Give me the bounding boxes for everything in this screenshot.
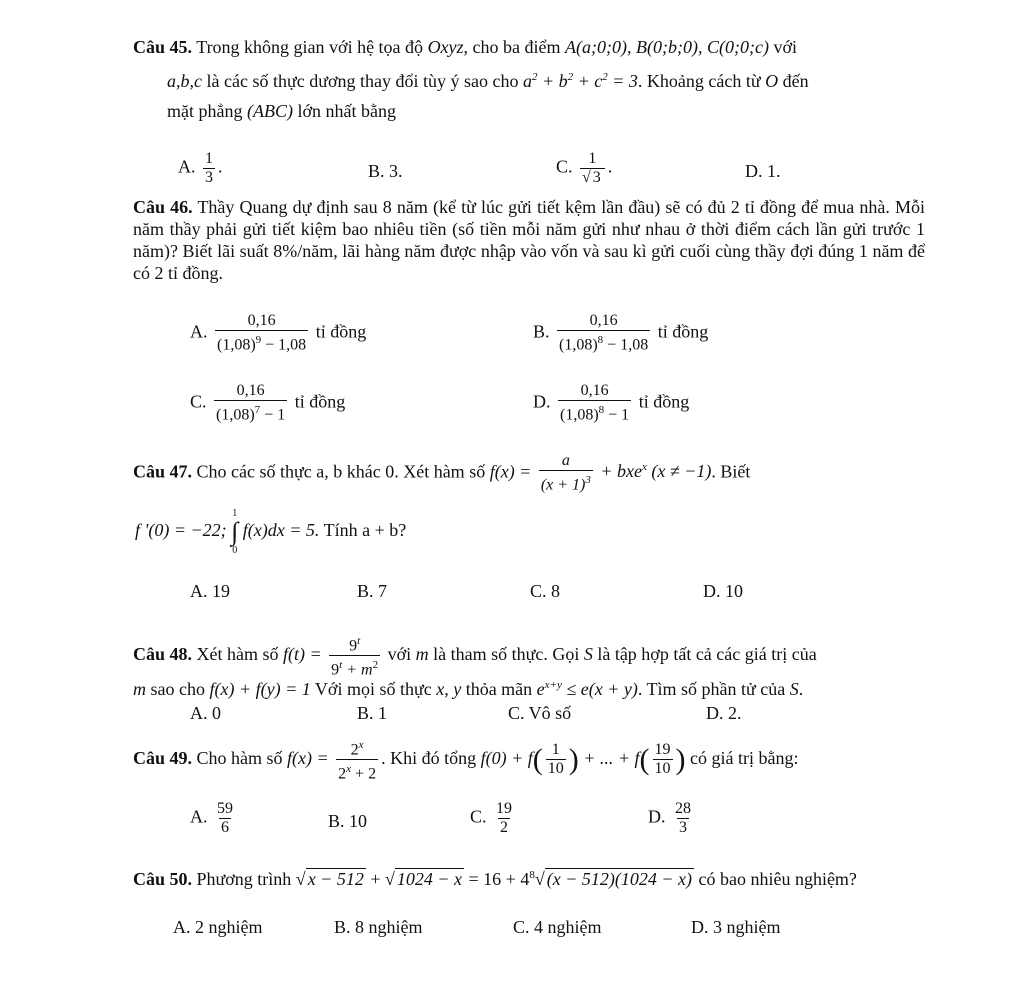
question-48-line2: m sao cho f(x) + f(y) = 1 Với mọi số thực x, y thỏa mãn $e^{x+y} \le e(x + y)$. Tìm số phần tử của S. [133,679,804,699]
q46-option-c[interactable]: C. $\frac{0,16}{(1,08)^7 - 1}$ tỉ đồng [190,382,346,424]
question-50: Câu 50. Phương trình √ x − 512 + √ $1024 - x = 16 + 4^8√$ (x − 512)(1024 − x) có bao nhiêu nghiệm? [133,869,857,889]
question-label: Câu 45. [133,37,193,57]
q48-option-d[interactable]: D. 2. [706,703,742,723]
question-47: Câu 47. Cho các số thực a, b khác 0. Xét hàm số f(x) = $\frac{a}{(x + 1)^3}$ + bxe$^x$ (x ≠ −1). Biết [133,452,751,494]
q46-option-a[interactable]: A. $\frac{0,16}{(1,08)^9 - 1,08}$ tỉ đồng [190,312,367,354]
question-text: với [773,37,797,57]
question-text: , cho ba điểm [463,37,561,57]
question-48: Câu 48. Xét hàm số f(t) = $\frac{9^t}{9^t + m^2}$ với m là tham số thực. Gọi S là tập hợp tất cả các giá trị của [133,632,817,680]
q46-option-d[interactable]: D. $\frac{0,16}{(1,08)^8 - 1}$ tỉ đồng [533,382,690,424]
q48-option-b[interactable]: B. 1 [357,703,388,723]
question-label: Câu 47. [133,461,193,482]
q48-option-c[interactable]: C. Vô số [508,703,572,723]
question-label: Câu 49. [133,747,193,768]
fraction: $\frac{2^x}{2^x + 2}$ [338,739,377,783]
q49-option-d[interactable]: D. $\frac{28}{3}$ [648,800,691,836]
q47-option-a[interactable]: A. 19 [190,581,230,601]
q49-option-c[interactable]: C. $\frac{19}{2}$ [470,800,513,836]
fraction: $\frac{1}{√ 3}$ [580,150,605,187]
q47-option-b[interactable]: B. 7 [357,581,388,601]
fraction: $\frac{1}{3}$ [205,150,213,186]
q45-option-d[interactable]: D. 1. [745,161,781,181]
question-text: Thầy Quang dự định sau 8 năm (kể từ lúc gửi tiết kệm lần đầu) sẽ có đủ 2 tỉ đồng để mua nhà. Mỗi năm thầy phải gửi tiết kiệm bao nhiêu tiền (số tiền mỗi năm gửi như nhau ở thời điểm cách lần gửi trước 1 năm)? Biết lãi suất 8%/năm, lãi hàng năm được nhập vào vốn và sau kì gửi cuối cùng thầy đợi đúng 1 năm để có 2 tỉ đồng. [133,197,925,283]
q46-option-b[interactable]: B. $\frac{0,16}{(1,08)^8 - 1,08}$ tỉ đồng [533,312,709,354]
math-condition: $a^2 + b^2 + c^2 = 3$ [522,71,638,91]
math-plane: (ABC) [246,101,293,121]
question-label: Câu 46. [133,197,193,217]
fraction: $\frac{0,16}{(1,08)^9 - 1,08}$ [217,312,307,354]
question-45 [133,36,925,122]
q50-option-b[interactable]: B. 8 nghiệm [334,917,423,937]
integral: 1 ∫ 0 [231,508,239,556]
q48-option-a[interactable]: A. 0 [190,703,221,723]
fraction: $\frac{9^t}{9^t + m^2}$ [331,635,379,679]
q49-option-a[interactable]: A. $\frac{59}{6}$ [190,800,233,836]
question-label: Câu 50. [133,869,193,889]
q50-option-c[interactable]: C. 4 nghiệm [513,917,602,937]
q47-option-c[interactable]: C. 8 [530,581,561,601]
math-points: A(a;0;0), B(0;b;0), C(0;0;c) [565,37,769,57]
math-oxyz: Oxyz [427,37,464,57]
fraction: $\frac{0,16}{(1,08)^7 - 1}$ [216,382,286,424]
fraction: $\frac{59}{6}$ [217,800,233,836]
fraction: $\frac{a}{(x + 1)^3}$ [540,452,591,494]
question-label: Câu 48. [133,643,193,664]
question-47-given: f '(0) = −22; 1 ∫ 0 f(x)dx = 5. Tính a + b? [135,508,407,556]
math-o: O [765,71,779,91]
q45-option-c[interactable]: C. $\frac{1}{√ 3}$ . [556,150,613,186]
question-46 [133,196,925,284]
fraction: $\frac{1}{10}$ [547,741,564,778]
q50-option-a[interactable]: A. 2 nghiệm [173,917,263,937]
fraction: $\frac{28}{3}$ [675,800,691,836]
question-text: mặt phẳng [167,101,243,121]
fraction: $\frac{19}{10}$ [654,741,671,778]
q47-option-d[interactable]: D. 10 [703,581,743,601]
q45-option-b[interactable]: B. 3. [368,161,403,181]
q50-option-d[interactable]: D. 3 nghiệm [691,917,781,937]
math-abc: a,b,c [167,71,202,91]
question-49: Câu 49. Cho hàm số f(x) = $\frac{2^x}{2^x + 2}$ . Khi đó tổng f(0) + f( $\frac{1}{10}$ ) + ... + f( $\frac{19}{10}$ ) có giá trị bằng: [133,736,799,784]
question-text: đến [782,71,809,91]
fraction: $\frac{19}{2}$ [496,800,513,836]
question-text: . Khoảng cách từ [637,71,761,91]
question-text: lớn nhất bằng [297,101,396,121]
question-text: Trong không gian với hệ tọa độ [196,37,424,57]
question-text: là các số thực dương thay đổi tùy ý sao cho [206,71,519,91]
q45-option-a[interactable]: A. $\frac{1}{3}$ . [178,150,223,186]
q49-option-b[interactable]: B. 10 [328,811,368,831]
fraction: $\frac{0,16}{(1,08)^8 - 1,08}$ [559,312,649,354]
fraction: $\frac{0,16}{(1,08)^8 - 1}$ [560,382,630,424]
